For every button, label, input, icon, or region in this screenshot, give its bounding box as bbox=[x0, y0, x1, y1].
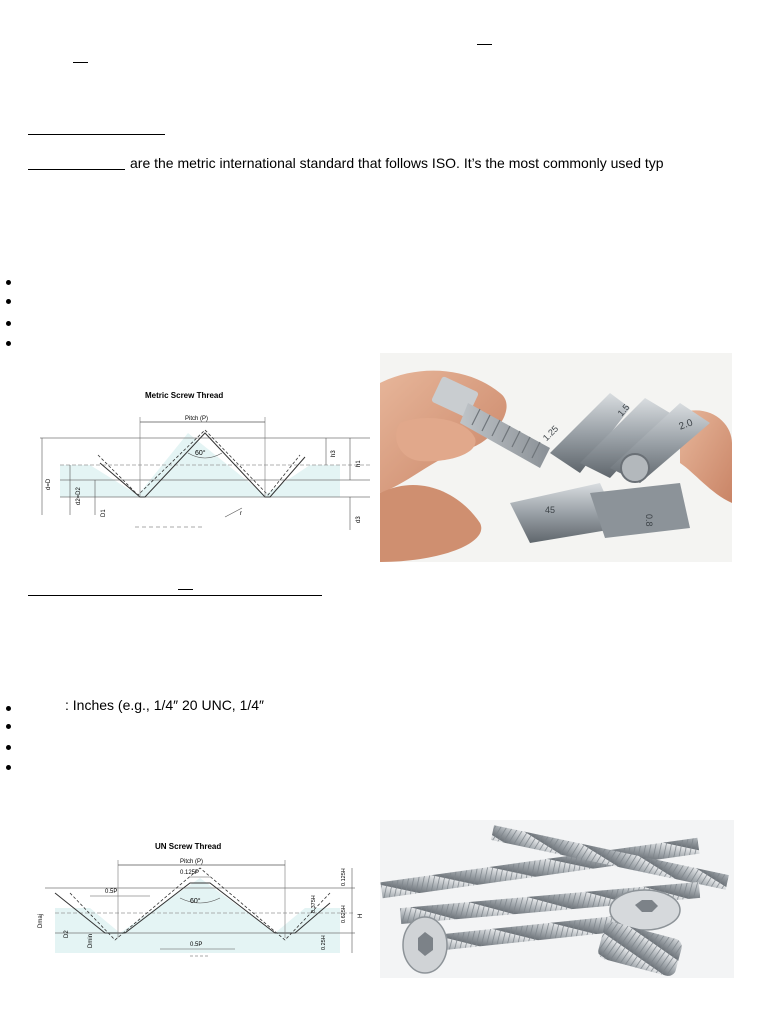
paragraph-blank-underline bbox=[28, 169, 125, 170]
metric-d-label: d=D bbox=[46, 478, 52, 490]
un-angle-label: 60° bbox=[190, 898, 201, 905]
un-d2-label: D2 bbox=[64, 930, 70, 938]
un-thread-diagram bbox=[30, 828, 375, 963]
screw-rod-2 bbox=[491, 825, 729, 890]
un-dmaj-label: Dmaj bbox=[38, 913, 44, 928]
gauge-label-2: 1.5 bbox=[615, 402, 632, 419]
stainless-screws-photo bbox=[380, 820, 734, 978]
metric-h3-label: h3 bbox=[331, 450, 337, 457]
thread-gauge-photo bbox=[380, 353, 732, 562]
dash-mark-top-right bbox=[477, 44, 492, 45]
metric-h1-label: h1 bbox=[356, 460, 362, 467]
un-dmin-label: Dmin bbox=[88, 933, 94, 948]
gauge-label-3: 2.0 bbox=[677, 417, 695, 433]
metric-diagram-title: Metric Screw Thread bbox=[145, 391, 224, 400]
metric-d2-label: d2=D2 bbox=[76, 487, 82, 505]
list1-bullet-3 bbox=[6, 321, 11, 326]
metric-r-label: r bbox=[240, 511, 242, 517]
list1-bullet-1 bbox=[6, 280, 11, 285]
gauge-pivot bbox=[621, 454, 649, 482]
heading-underline-metric bbox=[28, 134, 165, 135]
metric-thread-diagram bbox=[30, 375, 375, 540]
list2-bullet-2 bbox=[6, 724, 11, 729]
metric-d1-label: D1 bbox=[101, 509, 107, 517]
metric-d3-label: d3 bbox=[356, 516, 362, 523]
un-0375h-label: 0.375H bbox=[311, 895, 317, 913]
gauge-label-5: 0.8 bbox=[644, 514, 654, 527]
list2-bullet-1 bbox=[6, 706, 11, 711]
un-05p-bottom-label: 0.5P bbox=[190, 942, 203, 948]
un-diagram-title: UN Screw Thread bbox=[155, 842, 222, 851]
left-hand-lower bbox=[380, 485, 481, 562]
thread-gauge-illustration bbox=[380, 353, 732, 562]
un-0125p-label: 0.125P bbox=[180, 870, 200, 876]
un-0125h-label: 0.125H bbox=[341, 868, 347, 886]
un-025h-label: 0.25H bbox=[321, 935, 327, 950]
list2-item-1-text: : Inches (e.g., 1/4″ 20 UNC, 1/4″ bbox=[65, 697, 265, 713]
list2-bullet-3 bbox=[6, 745, 11, 750]
gauge-label-4: 45 bbox=[545, 505, 556, 515]
heading-underline-unified bbox=[28, 595, 322, 596]
metric-angle-label: 60° bbox=[195, 450, 206, 457]
un-05p-left-label: 0.5P bbox=[105, 889, 118, 895]
un-0625h-label: 0.625H bbox=[341, 905, 347, 923]
gauge-label-1: 1.25 bbox=[540, 423, 561, 443]
paragraph-text: are the metric international standard that follows ISO. It’s the most commonly used typ bbox=[130, 155, 664, 171]
heading-dash-unified bbox=[178, 589, 193, 590]
dash-mark-top-left bbox=[73, 62, 88, 63]
screws-illustration bbox=[380, 820, 734, 978]
gauge-blade-5 bbox=[590, 483, 690, 538]
list1-bullet-2 bbox=[6, 299, 11, 304]
list1-bullet-4 bbox=[6, 341, 11, 346]
list2-bullet-4 bbox=[6, 765, 11, 770]
un-h-label: H bbox=[358, 913, 364, 918]
un-pitch-label: Pitch (P) bbox=[180, 859, 204, 865]
metric-pitch-label: Pitch (P) bbox=[185, 416, 209, 422]
